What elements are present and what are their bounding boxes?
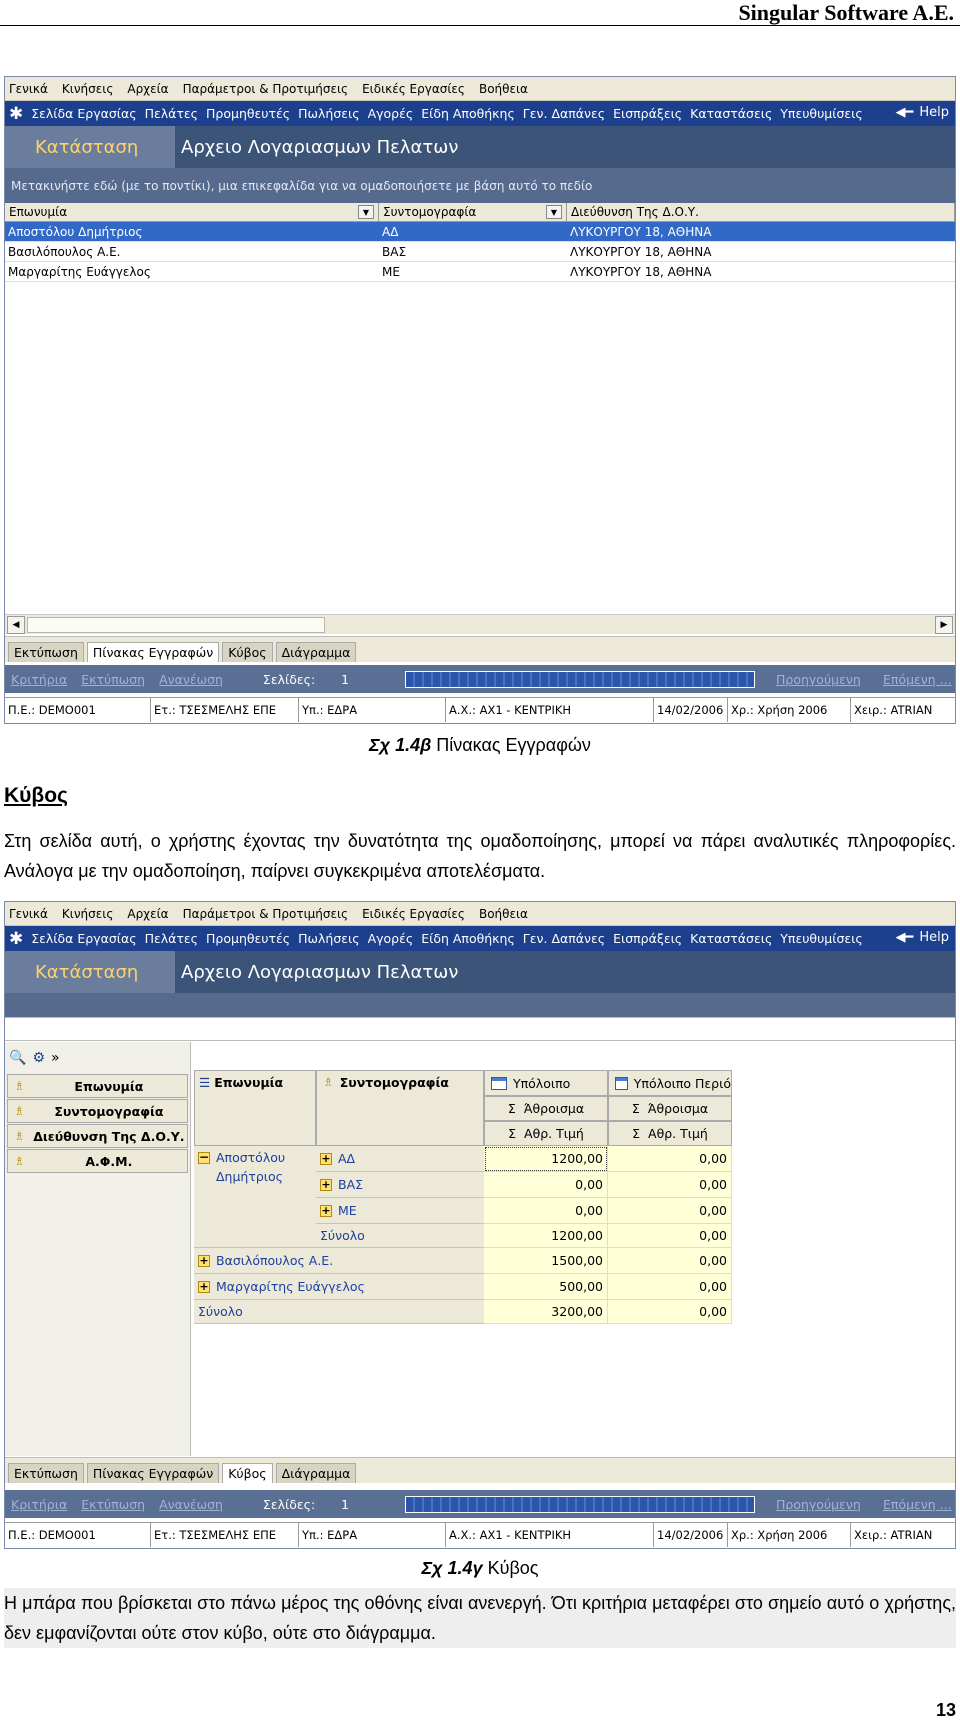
nav-reports[interactable]: Καταστάσεις: [690, 106, 773, 121]
expand-icon[interactable]: +: [321, 1177, 331, 1191]
state-label: Κατάσταση: [5, 951, 175, 993]
expand-icon[interactable]: +: [321, 1203, 331, 1217]
expand-icon[interactable]: +: [199, 1253, 209, 1267]
value-cell[interactable]: 0,00: [608, 1248, 732, 1274]
row-customer-vasilopoulos[interactable]: + Βασιλόπουλος Α.Ε.: [194, 1248, 484, 1274]
menu-special-tasks[interactable]: Ειδικές Εργασίες: [362, 906, 465, 921]
nav-purchases[interactable]: Αγορές: [367, 106, 414, 121]
dimension-vat[interactable]: ♗ Α.Φ.Μ.: [7, 1149, 188, 1173]
menu-files[interactable]: Αρχεία: [127, 906, 169, 921]
dimension-abbrev[interactable]: ♗ Συντομογραφία: [7, 1099, 188, 1123]
table-cell: Βασιλόπουλος Α.Ε.: [8, 244, 121, 259]
page-title: Αρχειο Λογαριασμων Πελατων: [175, 951, 955, 993]
row-grand-total: Σύνολο: [194, 1300, 484, 1324]
nav-inventory[interactable]: Είδη Αποθήκης: [421, 931, 515, 946]
table-cell: ΜΕ: [382, 264, 400, 279]
menu-transactions[interactable]: Κινήσεις: [61, 906, 114, 921]
sigma-icon: Σ: [508, 1126, 517, 1141]
refresh-link[interactable]: Ανανέωση: [159, 1496, 223, 1512]
figure-caption-2: [0, 1558, 960, 1579]
help-button[interactable]: [896, 930, 949, 945]
menu-bar: [5, 77, 955, 101]
refresh-link[interactable]: Ανανέωση: [159, 671, 223, 687]
value-cell[interactable]: 0,00: [608, 1274, 732, 1300]
tab-cube[interactable]: Κύβος: [222, 642, 272, 662]
nav-customers[interactable]: Πελάτες: [144, 106, 199, 121]
status-bar: [5, 1522, 955, 1547]
status-user: Χειρ.: ATRIAN: [854, 703, 933, 717]
row-customer-apostolou[interactable]: − Αποστόλου Δημήτριος: [194, 1146, 316, 1248]
status-fiscal-year: Χρ.: Χρήση 2006: [728, 698, 851, 722]
menu-general[interactable]: Γενικά: [9, 906, 48, 921]
menu-special-tasks[interactable]: Ειδικές Εργασίες: [362, 81, 465, 96]
dimension-panel: [5, 1042, 191, 1456]
nav-workpage[interactable]: Σελίδα Εργασίας: [31, 106, 137, 121]
collapse-icon[interactable]: −: [199, 1149, 210, 1164]
grid-header: [5, 203, 955, 222]
status-branch: Υπ.: ΕΔΡΑ: [299, 1523, 446, 1547]
hierarchy-icon: ♗: [14, 1129, 25, 1143]
value-cell[interactable]: 1200,00: [484, 1224, 608, 1248]
records-screenshot: [4, 76, 956, 724]
action-bar: [5, 1490, 955, 1518]
row-header-abbrev[interactable]: ♗ Συντομογραφία: [316, 1070, 484, 1146]
tab-records-table[interactable]: Πίνακας Εγγραφών: [87, 1463, 219, 1483]
status-user: Χειρ.: ATRIAN: [854, 1528, 933, 1542]
menu-files[interactable]: Αρχεία: [127, 81, 169, 96]
menu-transactions[interactable]: Κινήσεις: [61, 81, 114, 96]
nav-expenses[interactable]: Γεν. Δαπάνες: [522, 931, 606, 946]
table-icon: [491, 1077, 507, 1090]
value-cell[interactable]: 0,00: [608, 1146, 732, 1172]
row-sub-me[interactable]: + ΜΕ: [316, 1198, 484, 1224]
abs-header: Σ Αθρ. Τιμή: [484, 1121, 608, 1146]
nav-sales[interactable]: Πωλήσεις: [298, 106, 360, 121]
tab-bar: [5, 1457, 955, 1483]
value-cell[interactable]: 0,00: [608, 1224, 732, 1248]
next-page-link[interactable]: Επόμενη ...: [883, 1496, 952, 1512]
cube-toolbar: [5, 1042, 190, 1074]
dimension-tax-office[interactable]: ♗ Διεύθυνση Της Δ.Ο.Υ.: [7, 1124, 188, 1148]
value-cell[interactable]: 0,00: [484, 1198, 608, 1224]
value-cell[interactable]: 1200,00: [484, 1146, 608, 1172]
caption-label: Σχ 1.4γ: [421, 1558, 483, 1578]
pages-value: 1: [341, 1496, 350, 1512]
more-icon[interactable]: »: [51, 1050, 60, 1066]
filter-icon[interactable]: ⚙: [32, 1050, 45, 1066]
next-page-link[interactable]: Επόμενη ...: [883, 671, 952, 687]
hierarchy-icon: ♗: [14, 1079, 25, 1093]
sigma-icon: Σ: [507, 1101, 516, 1116]
hierarchy-icon: ♗: [14, 1154, 25, 1168]
criteria-link[interactable]: Κριτήρια: [11, 1496, 68, 1512]
horizontal-scrollbar[interactable]: [5, 614, 955, 634]
measure-header-balance[interactable]: Υπόλοιπο: [484, 1070, 608, 1096]
value-cell[interactable]: 0,00: [608, 1172, 732, 1198]
menu-general[interactable]: Γενικά: [9, 81, 48, 96]
back-arrow-icon: ◀━: [895, 930, 914, 945]
nav-receipts[interactable]: Εισπράξεις: [613, 931, 683, 946]
column-header-abbrev[interactable]: Συντομογραφία ▼: [379, 203, 567, 221]
menu-help[interactable]: Βοήθεια: [478, 81, 528, 96]
hierarchy-icon: ♗: [14, 1104, 25, 1118]
expand-icon[interactable]: +: [321, 1151, 331, 1165]
status-warehouse: Α.Χ.: AX1 - ΚΕΝΤΡΙΚΗ: [446, 698, 654, 722]
menu-help[interactable]: Βοήθεια: [478, 906, 528, 921]
tab-cube[interactable]: Κύβος: [222, 1463, 272, 1483]
nav-customers[interactable]: Πελάτες: [144, 931, 199, 946]
row-subtotal: Σύνολο: [316, 1224, 484, 1248]
value-cell[interactable]: 500,00: [484, 1274, 608, 1300]
nav-bar: [5, 926, 955, 951]
dropdown-icon[interactable]: ▼: [546, 205, 562, 219]
tab-records-table[interactable]: Πίνακας Εγγραφών: [87, 642, 219, 662]
print-link[interactable]: Εκτύπωση: [81, 671, 146, 687]
scroll-thumb[interactable]: [27, 617, 325, 633]
caption-label: Σχ 1.4β: [369, 735, 432, 755]
back-arrow-icon: ◀━: [895, 105, 914, 120]
state-label: Κατάσταση: [5, 126, 175, 168]
nav-bar: [5, 101, 955, 126]
pages-label: Σελίδες:: [262, 1496, 316, 1512]
nav-reminders[interactable]: Υπευθυμίσεις: [780, 931, 863, 946]
hierarchy-icon: ♗: [323, 1075, 334, 1089]
row-header-name[interactable]: ☰ Επωνυμία: [194, 1070, 316, 1146]
tab-chart[interactable]: Διάγραμμα: [276, 1463, 357, 1483]
menu-bar: [5, 902, 955, 926]
criteria-link[interactable]: Κριτήρια: [11, 671, 68, 687]
scroll-left-icon[interactable]: ◀: [7, 616, 25, 634]
tab-chart[interactable]: Διάγραμμα: [276, 642, 357, 662]
value-cell[interactable]: 0,00: [608, 1300, 732, 1324]
cube-screenshot: [4, 901, 956, 1549]
value-cell[interactable]: 1500,00: [484, 1248, 608, 1274]
table-row[interactable]: [5, 262, 955, 282]
row-sub-ad[interactable]: + ΑΔ: [316, 1146, 484, 1172]
tab-print[interactable]: Εκτύπωση: [8, 1463, 84, 1483]
menu-parameters[interactable]: Παράμετροι & Προτιμήσεις: [182, 81, 349, 96]
caption-text: Πίνακας Εγγραφών: [436, 735, 591, 755]
tab-bar: [5, 636, 955, 662]
value-cell[interactable]: 0,00: [484, 1172, 608, 1198]
nav-suppliers[interactable]: Προμηθευτές: [206, 106, 291, 121]
value-cell[interactable]: 3200,00: [484, 1300, 608, 1324]
cube-pivot: [5, 1042, 955, 1456]
caption-text: Κύβος: [487, 1558, 539, 1578]
pages-value: 1: [341, 671, 350, 687]
page-title: Αρχειο Λογαριασμων Πελατων: [175, 126, 955, 168]
status-branch: Υπ.: ΕΔΡΑ: [299, 698, 446, 722]
pages-label: Σελίδες:: [262, 671, 316, 687]
group-by-area[interactable]: Μετακινήστε εδώ (με το ποντίκι), μια επικεφαλίδα για να ομαδοποιήσετε με βάση αυτό το πεδίο: [5, 168, 955, 203]
help-button[interactable]: [896, 105, 949, 120]
table-row[interactable]: [5, 242, 955, 262]
section-title: Κύβος: [4, 784, 68, 807]
page-number: 13: [935, 1700, 956, 1720]
sum-header: Σ Άθροισμα: [484, 1096, 608, 1121]
table-icon: [615, 1077, 628, 1090]
help-label: Help: [919, 105, 949, 120]
help-label: Help: [919, 930, 949, 945]
nav-purchases[interactable]: Αγορές: [367, 931, 414, 946]
tab-print[interactable]: Εκτύπωση: [8, 642, 84, 662]
status-company: Ετ.: ΤΣΕΣΜΕΛΗΣ ΕΠΕ: [151, 698, 299, 722]
print-link[interactable]: Εκτύπωση: [81, 1496, 146, 1512]
row-customer-margaritis[interactable]: + Μαργαρίτης Ευάγγελος: [194, 1274, 484, 1300]
menu-parameters[interactable]: Παράμετροι & Προτιμήσεις: [182, 906, 349, 921]
status-company-code: Π.Ε.: DEMO001: [5, 1523, 151, 1547]
section-intro: Στη σελίδα αυτή, ο χρήστης έχοντας την δυνατότητα της ομαδοποίησης, μπορεί να πάρει αναλυτικές πληροφορίες. Ανάλογα με την ομαδοποίηση, παίρνει συγκεκριμένα αποτελέσματα.: [4, 831, 956, 881]
status-company: Ετ.: ΤΣΕΣΜΕΛΗΣ ΕΠΕ: [151, 1523, 299, 1547]
company-name: Singular Software A.E.: [738, 0, 954, 25]
dropdown-icon[interactable]: ▼: [358, 205, 374, 219]
nav-reminders[interactable]: Υπευθυμίσεις: [780, 106, 863, 121]
value-cell[interactable]: 0,00: [608, 1198, 732, 1224]
table-cell: Μαργαρίτης Ευάγγελος: [8, 264, 151, 279]
table-cell: Αποστόλου Δημήτριος: [8, 224, 143, 239]
status-bar: [5, 697, 955, 722]
document-header: [0, 0, 960, 26]
sigma-icon: Σ: [632, 1126, 641, 1141]
measure-header-period-balance[interactable]: Υπόλοιπο Περιό: [608, 1070, 732, 1096]
previous-page-link[interactable]: Προηγούμενη: [776, 671, 861, 687]
closing-paragraph: Η μπάρα που βρίσκεται στο πάνω μέρος της οθόνης είναι ανενεργή. Ότι κριτήρια μεταφέρει στο σημείο αυτό ο χρήστης, δεν εμφανίζονται ούτε στον κύβο, ούτε στο διάγραμμα.: [4, 1588, 956, 1648]
nav-suppliers[interactable]: Προμηθευτές: [206, 931, 291, 946]
status-warehouse: Α.Χ.: AX1 - ΚΕΝΤΡΙΚΗ: [446, 1523, 654, 1547]
nav-sales[interactable]: Πωλήσεις: [298, 931, 360, 946]
blank-band: [5, 993, 955, 1017]
dimension-name[interactable]: ♗ Επωνυμία: [7, 1074, 188, 1098]
snowflake-icon: ✱: [9, 928, 24, 949]
column-header-name[interactable]: Επωνυμία ▼: [5, 203, 379, 221]
previous-page-link[interactable]: Προηγούμενη: [776, 1496, 861, 1512]
nav-inventory[interactable]: Είδη Αποθήκης: [421, 106, 515, 121]
status-company-code: Π.Ε.: DEMO001: [5, 698, 151, 722]
nav-workpage[interactable]: Σελίδα Εργασίας: [31, 931, 137, 946]
progress-bar: [405, 671, 755, 688]
filter-list-icon: ☰: [199, 1075, 211, 1090]
action-bar: [5, 665, 955, 693]
nav-expenses[interactable]: Γεν. Δαπάνες: [522, 106, 606, 121]
filter-bar[interactable]: [5, 1017, 955, 1041]
expand-icon[interactable]: +: [199, 1279, 209, 1293]
column-header-tax-office[interactable]: Διεύθυνση Της Δ.Ο.Υ.: [567, 203, 955, 221]
progress-bar: [405, 1496, 755, 1513]
title-bar: [5, 951, 955, 993]
sum-header: Σ Άθροισμα: [608, 1096, 732, 1121]
abs-header: Σ Αθρ. Τιμή: [608, 1121, 732, 1146]
table-cell: ΛΥΚΟΥΡΓΟΥ 18, ΑΘΗΝΑ: [570, 244, 712, 259]
scroll-right-icon[interactable]: ▶: [935, 616, 953, 634]
nav-receipts[interactable]: Εισπράξεις: [613, 106, 683, 121]
row-sub-vas[interactable]: + ΒΑΣ: [316, 1172, 484, 1198]
table-cell: ΛΥΚΟΥΡΓΟΥ 18, ΑΘΗΝΑ: [570, 264, 712, 279]
sigma-icon: Σ: [631, 1101, 640, 1116]
table-cell: ΒΑΣ: [382, 244, 407, 259]
figure-caption-1: [0, 735, 960, 756]
zoom-icon[interactable]: 🔍: [9, 1050, 27, 1066]
status-date: 14/02/2006: [654, 1523, 728, 1547]
snowflake-icon: ✱: [9, 103, 24, 124]
table-cell: ΛΥΚΟΥΡΓΟΥ 18, ΑΘΗΝΑ: [570, 224, 712, 239]
title-bar: [5, 126, 955, 168]
nav-reports[interactable]: Καταστάσεις: [690, 931, 773, 946]
table-row[interactable]: [5, 222, 955, 242]
table-cell: ΑΔ: [382, 224, 399, 239]
status-date: 14/02/2006: [654, 698, 728, 722]
status-fiscal-year: Χρ.: Χρήση 2006: [728, 1523, 851, 1547]
